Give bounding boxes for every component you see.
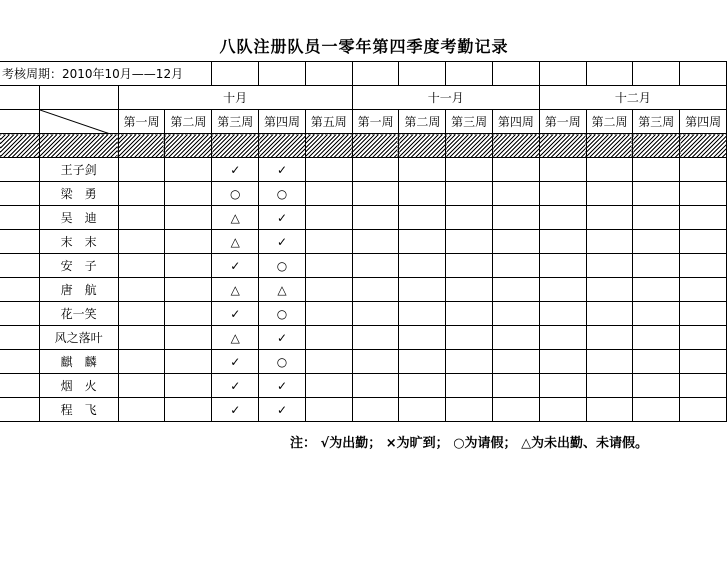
attendance-cell: [493, 230, 540, 254]
month-header: 十月: [118, 86, 352, 110]
member-row: [0, 158, 727, 182]
member-row: [0, 182, 727, 206]
member-row: [0, 350, 727, 374]
attendance-cell: [352, 278, 399, 302]
attendance-cell: [586, 302, 633, 326]
attendance-cell: [446, 230, 493, 254]
attendance-cell: [399, 302, 446, 326]
attendance-cell: [633, 206, 680, 230]
attendance-cell: [633, 398, 680, 422]
attendance-cell: [399, 398, 446, 422]
legend-absent: ×为旷到；: [385, 436, 449, 451]
member-name: 梁 勇: [39, 182, 118, 206]
attendance-cell: [118, 302, 165, 326]
week-header: 第二周: [399, 110, 446, 134]
member-name: 风之落叶: [39, 326, 118, 350]
member-row: [0, 374, 727, 398]
attendance-cell: [399, 374, 446, 398]
legend-unexcused: △为未出勤、未请假。: [521, 436, 649, 451]
attendance-cell: [680, 254, 727, 278]
attendance-mark: ✓: [259, 206, 306, 230]
member-name: 吴 迪: [39, 206, 118, 230]
week-header: 第一周: [118, 110, 165, 134]
attendance-cell: [446, 374, 493, 398]
attendance-cell: [633, 326, 680, 350]
attendance-cell: [305, 254, 352, 278]
attendance-cell: [446, 254, 493, 278]
attendance-cell: [680, 206, 727, 230]
attendance-mark: ✓: [259, 158, 306, 182]
member-row: [0, 326, 727, 350]
attendance-cell: [493, 182, 540, 206]
attendance-cell: [446, 278, 493, 302]
attendance-mark: ○: [259, 302, 306, 326]
attendance-cell: [493, 278, 540, 302]
attendance-cell: [493, 302, 540, 326]
week-header: 第三周: [446, 110, 493, 134]
week-header: 第三周: [633, 110, 680, 134]
attendance-cell: [446, 302, 493, 326]
attendance-cell: [118, 230, 165, 254]
member-name: 程 飞: [39, 398, 118, 422]
attendance-cell: [680, 374, 727, 398]
attendance-mark: △: [212, 326, 259, 350]
attendance-mark: ✓: [212, 302, 259, 326]
attendance-cell: [352, 182, 399, 206]
attendance-mark: ✓: [259, 374, 306, 398]
attendance-mark: ✓: [212, 158, 259, 182]
attendance-mark: △: [259, 278, 306, 302]
month-header: 十一月: [352, 86, 539, 110]
member-name: 末 末: [39, 230, 118, 254]
attendance-cell: [399, 278, 446, 302]
attendance-cell: [633, 374, 680, 398]
attendance-cell: [446, 182, 493, 206]
attendance-cell: [399, 182, 446, 206]
attendance-cell: [539, 230, 586, 254]
attendance-cell: [165, 230, 212, 254]
member-row: [0, 278, 727, 302]
attendance-cell: [493, 206, 540, 230]
member-row: [0, 230, 727, 254]
attendance-mark: ○: [259, 182, 306, 206]
attendance-cell: [118, 254, 165, 278]
attendance-cell: [539, 278, 586, 302]
member-row: [0, 206, 727, 230]
attendance-cell: [399, 254, 446, 278]
attendance-cell: [633, 182, 680, 206]
attendance-cell: [680, 230, 727, 254]
attendance-cell: [539, 374, 586, 398]
attendance-cell: [118, 278, 165, 302]
attendance-cell: [399, 206, 446, 230]
attendance-cell: [352, 206, 399, 230]
attendance-cell: [118, 182, 165, 206]
hatched-separator-row: [0, 134, 727, 158]
week-header: 第二周: [165, 110, 212, 134]
attendance-cell: [586, 158, 633, 182]
attendance-cell: [633, 254, 680, 278]
attendance-cell: [352, 302, 399, 326]
attendance-cell: [446, 158, 493, 182]
attendance-cell: [680, 398, 727, 422]
attendance-mark: ✓: [212, 398, 259, 422]
attendance-cell: [305, 206, 352, 230]
attendance-mark: △: [212, 206, 259, 230]
attendance-cell: [165, 398, 212, 422]
attendance-cell: [586, 374, 633, 398]
member-name: 花一笑: [39, 302, 118, 326]
attendance-mark: ✓: [212, 254, 259, 278]
attendance-cell: [539, 398, 586, 422]
attendance-cell: [680, 326, 727, 350]
week-header: 第五周: [305, 110, 352, 134]
attendance-cell: [539, 158, 586, 182]
week-header: 第一周: [352, 110, 399, 134]
attendance-cell: [493, 398, 540, 422]
member-name: 王子剑: [39, 158, 118, 182]
attendance-cell: [118, 206, 165, 230]
attendance-cell: [493, 254, 540, 278]
attendance-cell: [633, 302, 680, 326]
attendance-cell: [305, 158, 352, 182]
attendance-cell: [493, 350, 540, 374]
attendance-cell: [399, 230, 446, 254]
attendance-cell: [305, 182, 352, 206]
attendance-mark: ✓: [259, 398, 306, 422]
attendance-cell: [680, 182, 727, 206]
attendance-cell: [165, 278, 212, 302]
attendance-cell: [539, 326, 586, 350]
member-name: 麒 麟: [39, 350, 118, 374]
member-name: 唐 航: [39, 278, 118, 302]
attendance-cell: [586, 182, 633, 206]
attendance-cell: [446, 326, 493, 350]
attendance-cell: [446, 350, 493, 374]
diagonal-header-cell: [39, 110, 118, 134]
attendance-cell: [633, 158, 680, 182]
attendance-cell: [586, 398, 633, 422]
attendance-cell: [165, 158, 212, 182]
attendance-cell: [305, 326, 352, 350]
attendance-cell: [399, 350, 446, 374]
attendance-cell: [352, 398, 399, 422]
attendance-cell: [352, 158, 399, 182]
attendance-mark: △: [212, 230, 259, 254]
attendance-mark: ○: [259, 350, 306, 374]
attendance-cell: [352, 230, 399, 254]
attendance-cell: [165, 326, 212, 350]
member-name: 烟 火: [39, 374, 118, 398]
month-header: 十二月: [539, 86, 726, 110]
attendance-cell: [539, 302, 586, 326]
attendance-cell: [680, 278, 727, 302]
member-row: [0, 302, 727, 326]
attendance-cell: [493, 158, 540, 182]
attendance-mark: ○: [212, 182, 259, 206]
attendance-cell: [165, 302, 212, 326]
attendance-cell: [586, 278, 633, 302]
attendance-cell: [586, 254, 633, 278]
attendance-mark: ✓: [212, 350, 259, 374]
attendance-mark: △: [212, 278, 259, 302]
attendance-cell: [493, 326, 540, 350]
attendance-cell: [118, 350, 165, 374]
week-header: 第四周: [680, 110, 727, 134]
member-row: [0, 254, 727, 278]
attendance-cell: [633, 350, 680, 374]
week-header: 第一周: [539, 110, 586, 134]
attendance-cell: [539, 254, 586, 278]
legend-prefix: 注：: [290, 436, 317, 451]
legend-note: [290, 432, 648, 451]
attendance-mark: ✓: [259, 230, 306, 254]
member-name: 安 子: [39, 254, 118, 278]
member-row: [0, 398, 727, 422]
attendance-cell: [352, 326, 399, 350]
attendance-cell: [352, 254, 399, 278]
attendance-cell: [586, 206, 633, 230]
attendance-cell: [680, 302, 727, 326]
attendance-cell: [305, 230, 352, 254]
week-header: 第二周: [586, 110, 633, 134]
attendance-cell: [305, 278, 352, 302]
week-header: 第三周: [212, 110, 259, 134]
attendance-cell: [305, 302, 352, 326]
attendance-cell: [118, 158, 165, 182]
attendance-cell: [165, 350, 212, 374]
attendance-cell: [633, 230, 680, 254]
attendance-cell: [165, 182, 212, 206]
attendance-cell: [446, 398, 493, 422]
attendance-cell: [633, 278, 680, 302]
attendance-mark: ○: [259, 254, 306, 278]
attendance-cell: [399, 326, 446, 350]
attendance-cell: [305, 398, 352, 422]
attendance-cell: [680, 158, 727, 182]
attendance-cell: [352, 350, 399, 374]
attendance-cell: [118, 326, 165, 350]
attendance-cell: [539, 206, 586, 230]
attendance-cell: [586, 326, 633, 350]
attendance-cell: [399, 158, 446, 182]
attendance-cell: [586, 230, 633, 254]
week-header: 第四周: [259, 110, 306, 134]
attendance-cell: [539, 182, 586, 206]
legend-leave: ○为请假；: [453, 436, 517, 451]
attendance-cell: [539, 350, 586, 374]
page-title: 八队注册队员一零年第四季度考勤记录: [219, 37, 509, 56]
attendance-cell: [586, 350, 633, 374]
attendance-table: [0, 61, 727, 422]
attendance-cell: [305, 374, 352, 398]
attendance-mark: ✓: [212, 374, 259, 398]
diagonal-line: [40, 110, 118, 134]
attendance-cell: [118, 398, 165, 422]
attendance-cell: [446, 206, 493, 230]
legend-present: √为出勤；: [320, 436, 382, 451]
attendance-cell: [493, 374, 540, 398]
attendance-cell: [680, 350, 727, 374]
attendance-cell: [305, 350, 352, 374]
attendance-cell: [118, 374, 165, 398]
attendance-cell: [352, 374, 399, 398]
attendance-cell: [165, 374, 212, 398]
attendance-cell: [165, 254, 212, 278]
period-label: 考核周期：2010年10月——12月: [0, 62, 212, 86]
week-header: 第四周: [493, 110, 540, 134]
attendance-cell: [165, 206, 212, 230]
attendance-mark: ✓: [259, 326, 306, 350]
